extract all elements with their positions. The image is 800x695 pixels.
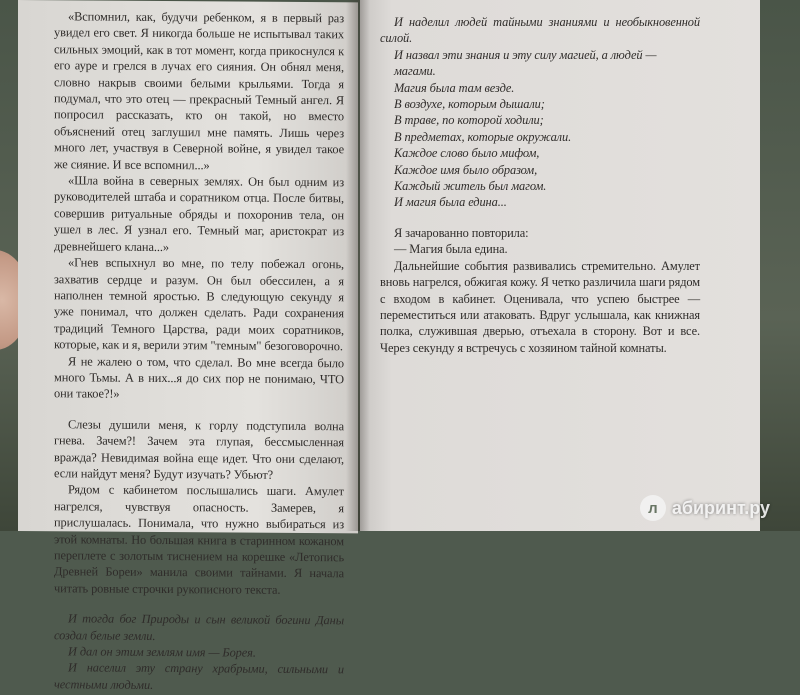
spacer	[380, 211, 700, 225]
chronicle-line: И наделил людей тайными знаниями и необыкновенной силой.	[380, 15, 700, 46]
paragraph: — Магия была едина.	[394, 242, 508, 257]
paragraph: Слезы душили меня, к горлу подступила волна гнева. Зачем?! Зачем эта глупая, бессмысленная вражда? Невидимая война еще идет. Что они сделают, если найдут меня? Будут изучать? Убьют?	[54, 417, 344, 482]
poem-line: Каждый житель был магом.	[394, 179, 547, 194]
chronicle-line: И дал он этим землям имя — Борея.	[68, 644, 256, 660]
paragraph: Дальнейшие события развивались стремительно. Амулет вновь нагрелся, обжигая кожу. Я четко различила шаги рядом с входом в кабинет. Оценивала, что успею быстрее — переместиться или атаковать. Вдруг услышала, как книжная полка, служившая дверью, отъехала в сторону. Вот и все. Через секунду я встречусь с хозяином тайной комнаты.	[380, 258, 700, 355]
paragraph: Рядом с кабинетом послышались шаги. Амулет нагрелся, чувствуя опасность. Замерев, я прислушалась. Понимала, что нужно выбираться из этой комнаты. Но большая книга в старинном кожаном переплете с золотым тиснением на корешке «Летопись Древней Бореи» манила своими тайнами. Я начала читать ровные строчки рукописного текста.	[54, 482, 344, 597]
book-gutter	[346, 0, 370, 531]
left-page-text	[54, 8, 344, 694]
watermark-text: абиринт.ру	[671, 497, 770, 518]
paragraph: «Шла война в северных землях. Он был одним из руководителей штаба и соратником отца. После битвы, совершив ритуальные обряды и похоронив тела, он ушел в лес. Я узнал его. Темный маг, аристократ из древнейшего клана...»	[54, 173, 344, 254]
poem-line: Магия была там везде.	[394, 80, 515, 95]
left-page	[18, 0, 358, 692]
labirint-logo-icon: л	[640, 495, 666, 521]
chronicle-line: И населил эту страну храбрыми, сильными и честными людьми.	[54, 660, 344, 692]
chronicle-line: И тогда бог Природы и сын великой богини Даны создал белые земли.	[54, 611, 344, 643]
poem-line: Каждое слово было мифом,	[394, 146, 540, 161]
labirint-watermark	[640, 495, 770, 521]
paragraph: «Гнев вспыхнул во мне, по телу побежал огонь, захватив сердце и разум. Он был обессилен, а я наполнен темной яростью. В следующую секунду я уже понимал, что должен сделать. Ради сохранения традиций Темного Царства, ради моих соратников, которые, как и я, верили этим "темным" безоговорочно.	[54, 255, 344, 354]
poem-line: И магия была едина...	[394, 195, 507, 210]
poem-line: Каждое имя было образом,	[394, 162, 538, 177]
paragraph: «Вспомнил, как, будучи ребенком, я в первый раз увидел его свет. Я никогда больше не испытывал таких сильных эмоций, как в тот момент, когда прикоснулся к его ауре и грелся в лучах его сияния. Он обнял меня, словно накрыв своими белыми крыльями. Тогда я подумал, что это отец — прекрасный Темный ангел. Я попросил рассказать, кто он такой, но вместо объяснений отец заглушил мне память. Лишь через много лет, участвуя в Северной войне, я увидел такое же сияние. И все вспомнил...»	[54, 9, 344, 172]
poem-line: В воздухе, которым дышали;	[394, 97, 545, 112]
poem-line: В предметах, которые окружали.	[394, 129, 572, 144]
poem-line: И назвал эти знания и эту силу магией, а людей — магами.	[394, 47, 657, 79]
right-page	[360, 0, 760, 531]
right-page-text	[380, 14, 700, 356]
poem	[380, 47, 700, 211]
paragraph: Я не жалею о том, что сделал. Во мне всегда было много Тьмы. А в них...я до сих пор не понимаю, ЧТО они такое?!»	[54, 353, 344, 402]
poem-line: В траве, по которой ходили;	[394, 113, 544, 128]
paragraph: Я зачарованно повторила:	[394, 225, 529, 240]
